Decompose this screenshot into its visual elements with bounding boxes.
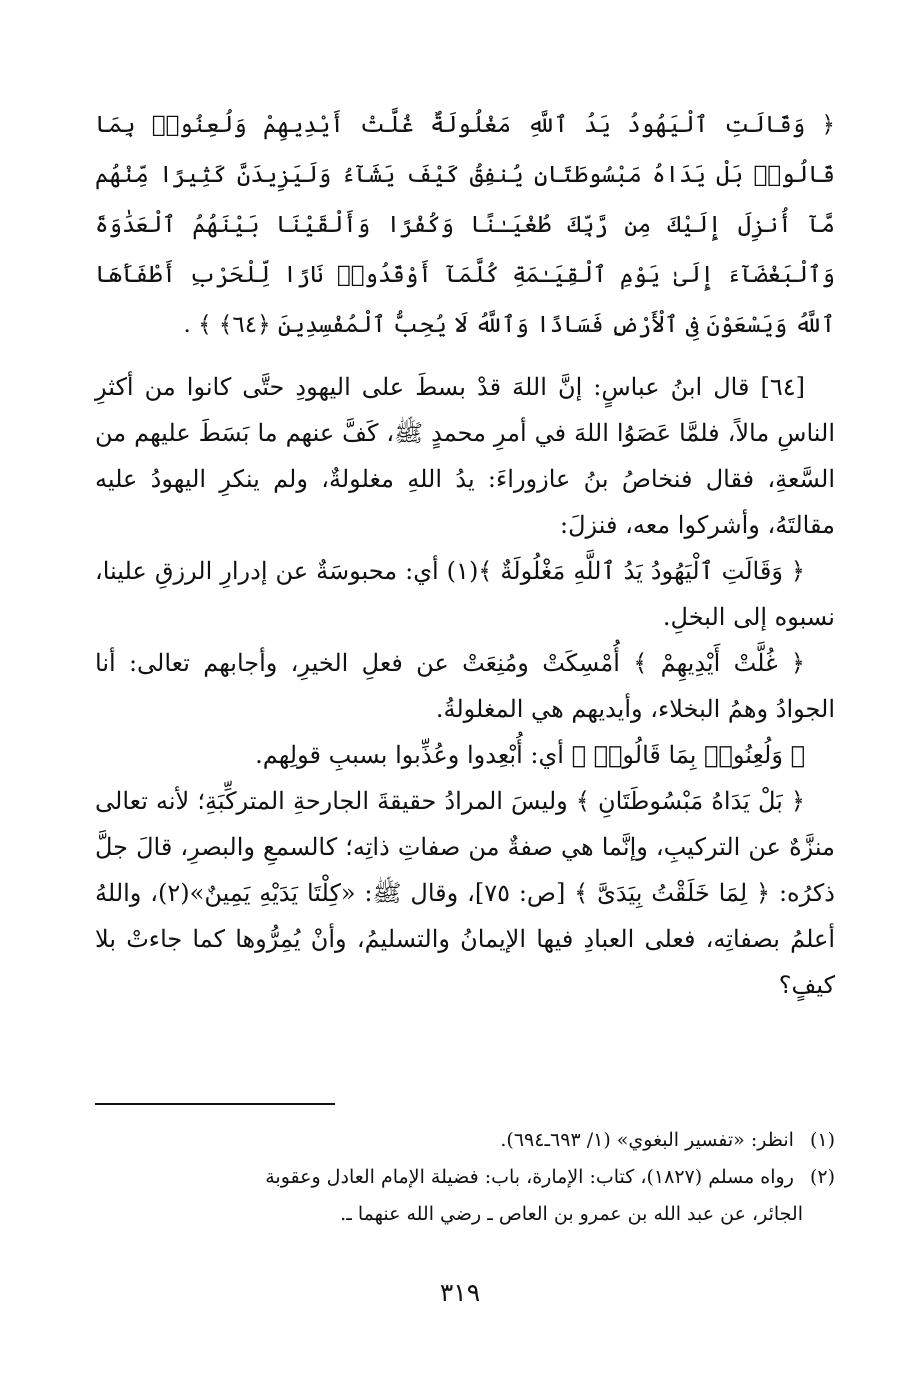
- page-body: [95, 100, 835, 1008]
- footnote-text: رواه مسلم (١٨٢٧)، كتاب: الإمارة، باب: فضيلة الإمام العادل وعقوبة: [265, 1166, 794, 1188]
- footnote-2-continuation: الجائر، عن عبد الله بن عمرو بن العاص ـ رضي الله عنهما ـ.: [340, 1203, 803, 1225]
- footnote-1: [95, 1122, 835, 1159]
- commentary-paragraph-cursed: ﴿ وَلُعِنُوا۟ بِمَا قَالُوا۟ ﴾ أي: أُبْعِدوا وعُذِّبوا بسببِ قولِهم.: [255, 741, 805, 769]
- footnotes: [95, 1122, 835, 1233]
- footnote-number: (١): [809, 1129, 835, 1151]
- footnote-number: (٢): [809, 1166, 835, 1188]
- footnote-2: [95, 1159, 835, 1196]
- page-number: ٣١٩: [439, 1278, 481, 1307]
- commentary-paragraph-hand-bound: ﴿ وَقَالَتِ ٱلْيَهُودُ يَدُ ٱللَّهِ مَغْلُولَةٌ ﴾(١) أي: محبوسَةٌ عن إدرارِ الرزقِ علينا، نسبوه إلى البخلِ.: [95, 557, 835, 631]
- footnote-text: انظر: «تفسير البغوي» (١/ ٦٩٣ـ٦٩٤).: [500, 1129, 794, 1151]
- commentary-paragraph-their-hands: ﴿ غُلَّتْ أَيْدِيهِمْ ﴾ أُمْسِكَتْ ومُنِعَتْ عن فعلِ الخيرِ، وأجابهم تعالى: أنا الجوادُ وهمُ البخلاء، وأيديهم هي المغلولةُ.: [95, 649, 835, 723]
- commentary-paragraph-hands-outstretched: ﴿ بَلْ يَدَاهُ مَبْسُوطَتَانِ ﴾ وليسَ المرادُ حقيقةَ الجارحةِ المتركِّبَةِ؛ لأنه تعالى منزَّهٌ عن التركيبِ، وإنَّما هي صفةٌ من صفاتِ ذاتِه؛ كالسمعِ والبصرِ، قالَ جلَّ ذكرُه: ﴿ لِمَا خَلَقْتُ بِيَدَىَّ ﴾ [ص: ٧٥]، وقال ﷺ: «كِلْتَا يَدَيْهِ يَمِينٌ»(٢)، واللهُ أعلمُ بصفاتِه، فعلى العبادِ فيها الإيمانُ والتسليمُ، وأنْ يُمِرُّوها كما جاءتْ بلا كيفٍ؟: [95, 787, 835, 999]
- footnote-separator: [95, 1103, 335, 1105]
- commentary-paragraph-intro: [٦٤] قال ابنُ عباسٍ: إنَّ اللهَ قدْ بسطَ على اليهودِ حتَّى كانوا من أكثرِ الناسِ مالاً، فلمَّا عَصَوُا اللهَ في أمرِ محمدٍ ﷺ، كَفَّ عنهم ما بَسَطَ عليهم من السَّعةِ، فقال فنخاصُ بنُ عازوراءَ: يدُ اللهِ مغلولةٌ، ولم ينكرِ اليهودُ عليه مقالتَهُ، وأشركوا معه، فنزلَ:: [95, 373, 835, 539]
- quran-verse-block: ﴿ وَقَالَتِ ٱلْيَهُودُ يَدُ ٱللَّهِ مَغْلُولَةٌ غُلَّتْ أَيْدِيهِمْ وَلُعِنُوا۟ بِمَا قَالُوا۟ بَلْ يَدَاهُ مَبْسُوطَتَانِ يُنفِقُ كَيْفَ يَشَآءُ وَلَيَزِيدَنَّ كَثِيرًا مِّنْهُم مَّآ أُنزِلَ إِلَيْكَ مِن رَّبِّكَ طُغْيَـٰنًا وَكُفْرًا وَأَلْقَيْنَا بَيْنَهُمُ ٱلْعَدَٰوَةَ وَٱلْبَغْضَآءَ إِلَىٰ يَوْمِ ٱلْقِيَـٰمَةِ كُلَّمَآ أَوْقَدُوا۟ نَارًا لِّلْحَرْبِ أَطْفَأَهَا ٱللَّهُ وَيَسْعَوْنَ فِى ٱلْأَرْضِ فَسَادًا وَٱللَّهُ لَا يُحِبُّ ٱلْمُفْسِدِينَ ﴿٦٤﴾ ﴾ .: [95, 112, 835, 338]
